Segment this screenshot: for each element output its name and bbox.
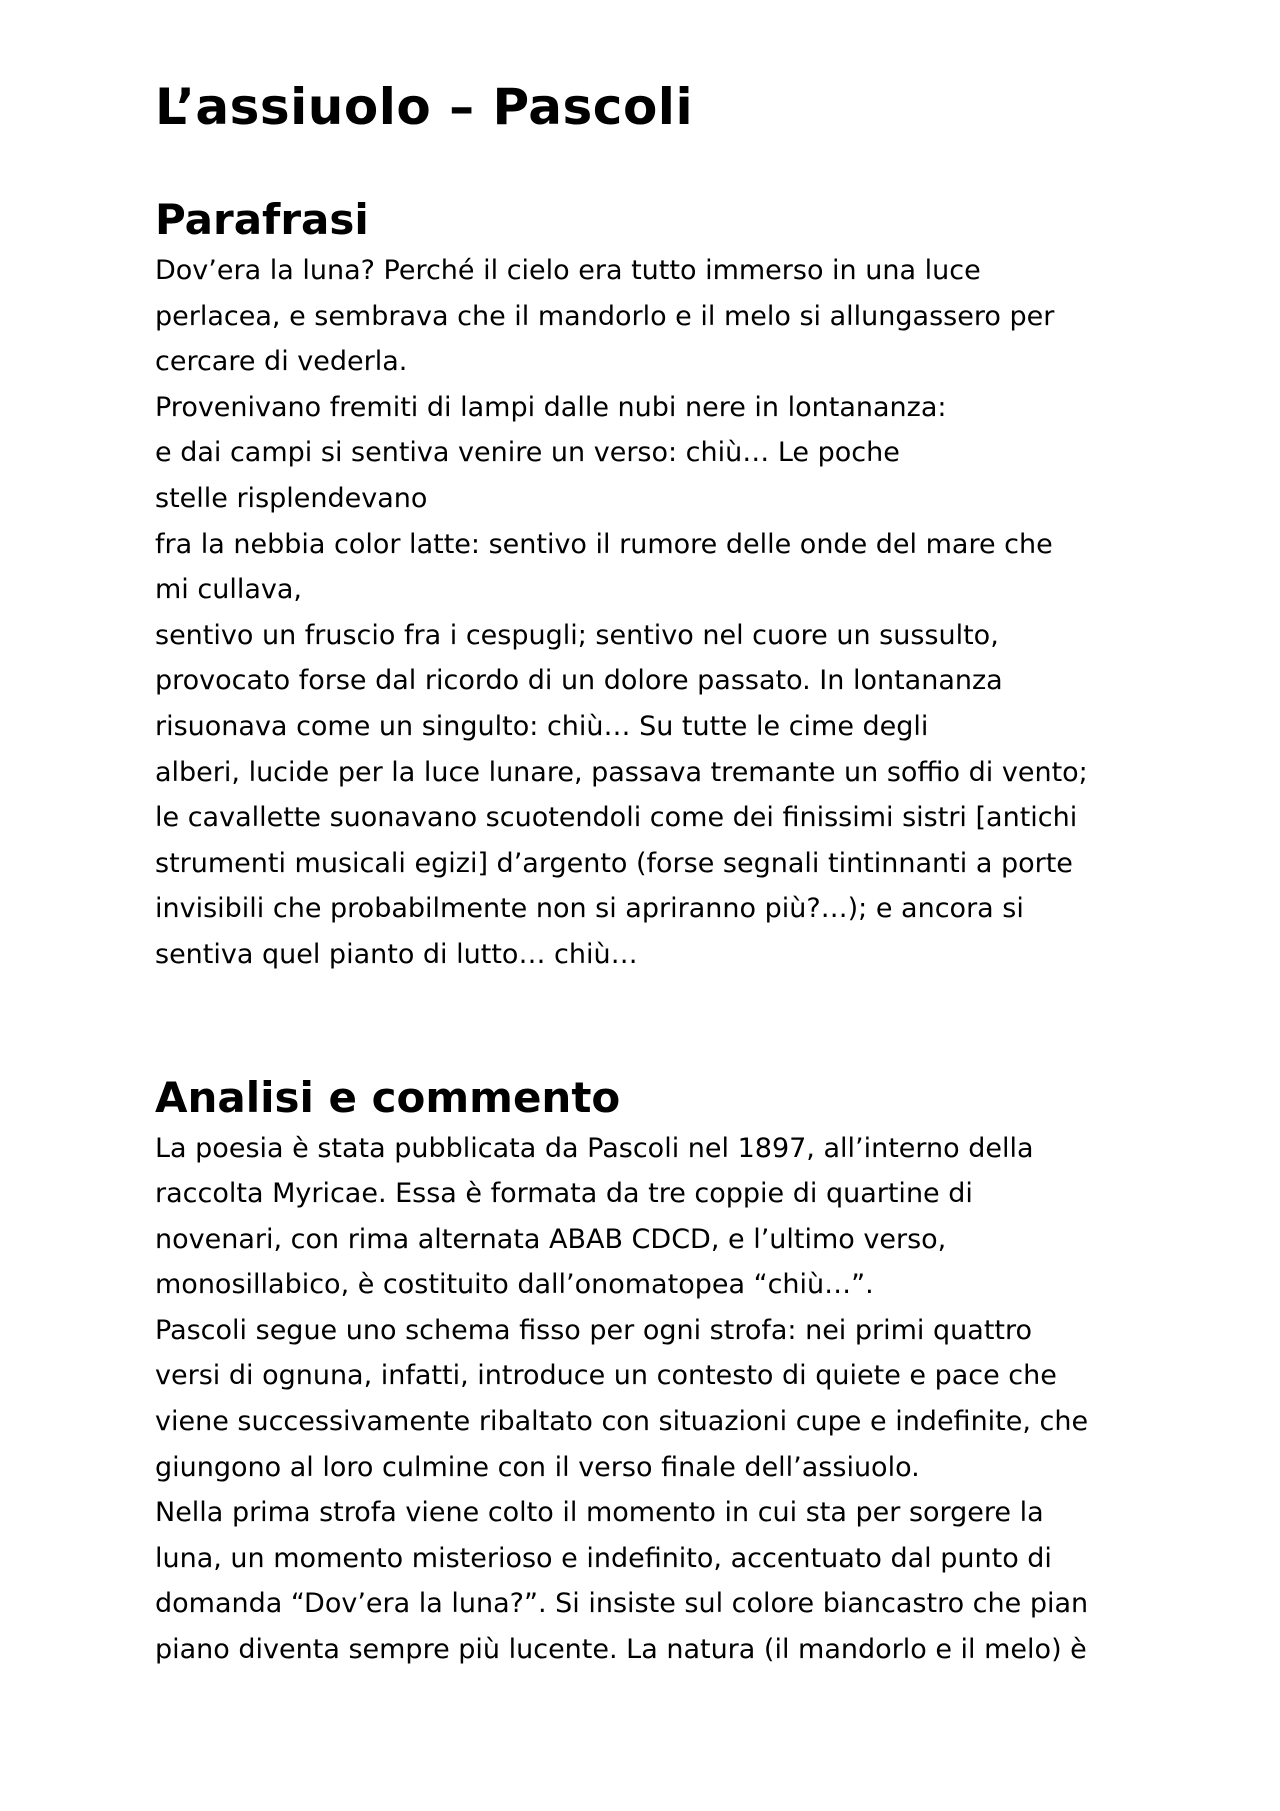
text-line: Nella prima strofa viene colto il momento in cui sta per sorgere la <box>155 1497 1044 1529</box>
text-line: e dai campi si sentiva venire un verso: chiù… Le poche <box>155 437 900 469</box>
text-line: monosillabico, è costituito dall’onomatopea “chiù…”. <box>155 1269 874 1301</box>
text-line: raccolta Myricae. Essa è formata da tre coppie di quartine di <box>155 1178 973 1210</box>
text-line: alberi, lucide per la luce lunare, passava tremante un soffio di vento; <box>155 756 1088 788</box>
paragraph-analisi <box>155 1126 1215 1673</box>
text-line: strumenti musicali egizi] d’argento (forse segnali tintinnanti a porte <box>155 847 1073 879</box>
document-page <box>155 72 1215 1673</box>
text-line: mi cullava, <box>155 574 302 606</box>
text-line: Provenivano fremiti di lampi dalle nubi nere in lontananza: <box>155 391 947 423</box>
text-line: giungono al loro culmine con il verso finale dell’assiuolo. <box>155 1451 920 1483</box>
section-heading-parafrasi: Parafrasi <box>155 195 369 244</box>
text-line: sentiva quel pianto di lutto… chiù… <box>155 938 638 970</box>
text-line: versi di ognuna, infatti, introduce un contesto di quiete e pace che <box>155 1360 1057 1392</box>
text-line: le cavallette suonavano scuotendoli come dei finissimi sistri [antichi <box>155 802 1078 834</box>
text-line: Pascoli segue uno schema fisso per ogni strofa: nei primi quattro <box>155 1314 1033 1346</box>
text-line: viene successivamente ribaltato con situazioni cupe e indefinite, che <box>155 1406 1089 1438</box>
text-line: domanda “Dov’era la luna?”. Si insiste sul colore biancastro che pian <box>155 1588 1089 1620</box>
paragraph-parafrasi <box>155 248 1215 978</box>
text-line: cercare di vederla. <box>155 346 408 378</box>
document-title: L’assiuolo – Pascoli <box>155 78 694 136</box>
text-line: sentivo un fruscio fra i cespugli; sentivo nel cuore un sussulto, <box>155 619 999 651</box>
text-line: luna, un momento misterioso e indefinito, accentuato dal punto di <box>155 1542 1052 1574</box>
section-heading-analisi: Analisi e commento <box>155 1072 621 1122</box>
text-line: perlacea, e sembrava che il mandorlo e il melo si allungassero per <box>155 300 1055 332</box>
text-line: provocato forse dal ricordo di un dolore passato. In lontananza <box>155 665 1003 697</box>
text-line: risuonava come un singulto: chiù… Su tutte le cime degli <box>155 710 929 742</box>
text-line: piano diventa sempre più lucente. La natura (il mandorlo e il melo) è <box>155 1634 1087 1666</box>
text-line: La poesia è stata pubblicata da Pascoli nel 1897, all’interno della <box>155 1132 1034 1164</box>
text-line: novenari, con rima alternata ABAB CDCD, e l’ultimo verso, <box>155 1223 947 1255</box>
text-line: fra la nebbia color latte: sentivo il rumore delle onde del mare che <box>155 528 1053 560</box>
text-line: invisibili che probabilmente non si apriranno più?…); e ancora si <box>155 893 1024 925</box>
text-line: stelle risplendevano <box>155 482 428 514</box>
text-line: Dov’era la luna? Perché il cielo era tutto immerso in una luce <box>155 255 981 286</box>
